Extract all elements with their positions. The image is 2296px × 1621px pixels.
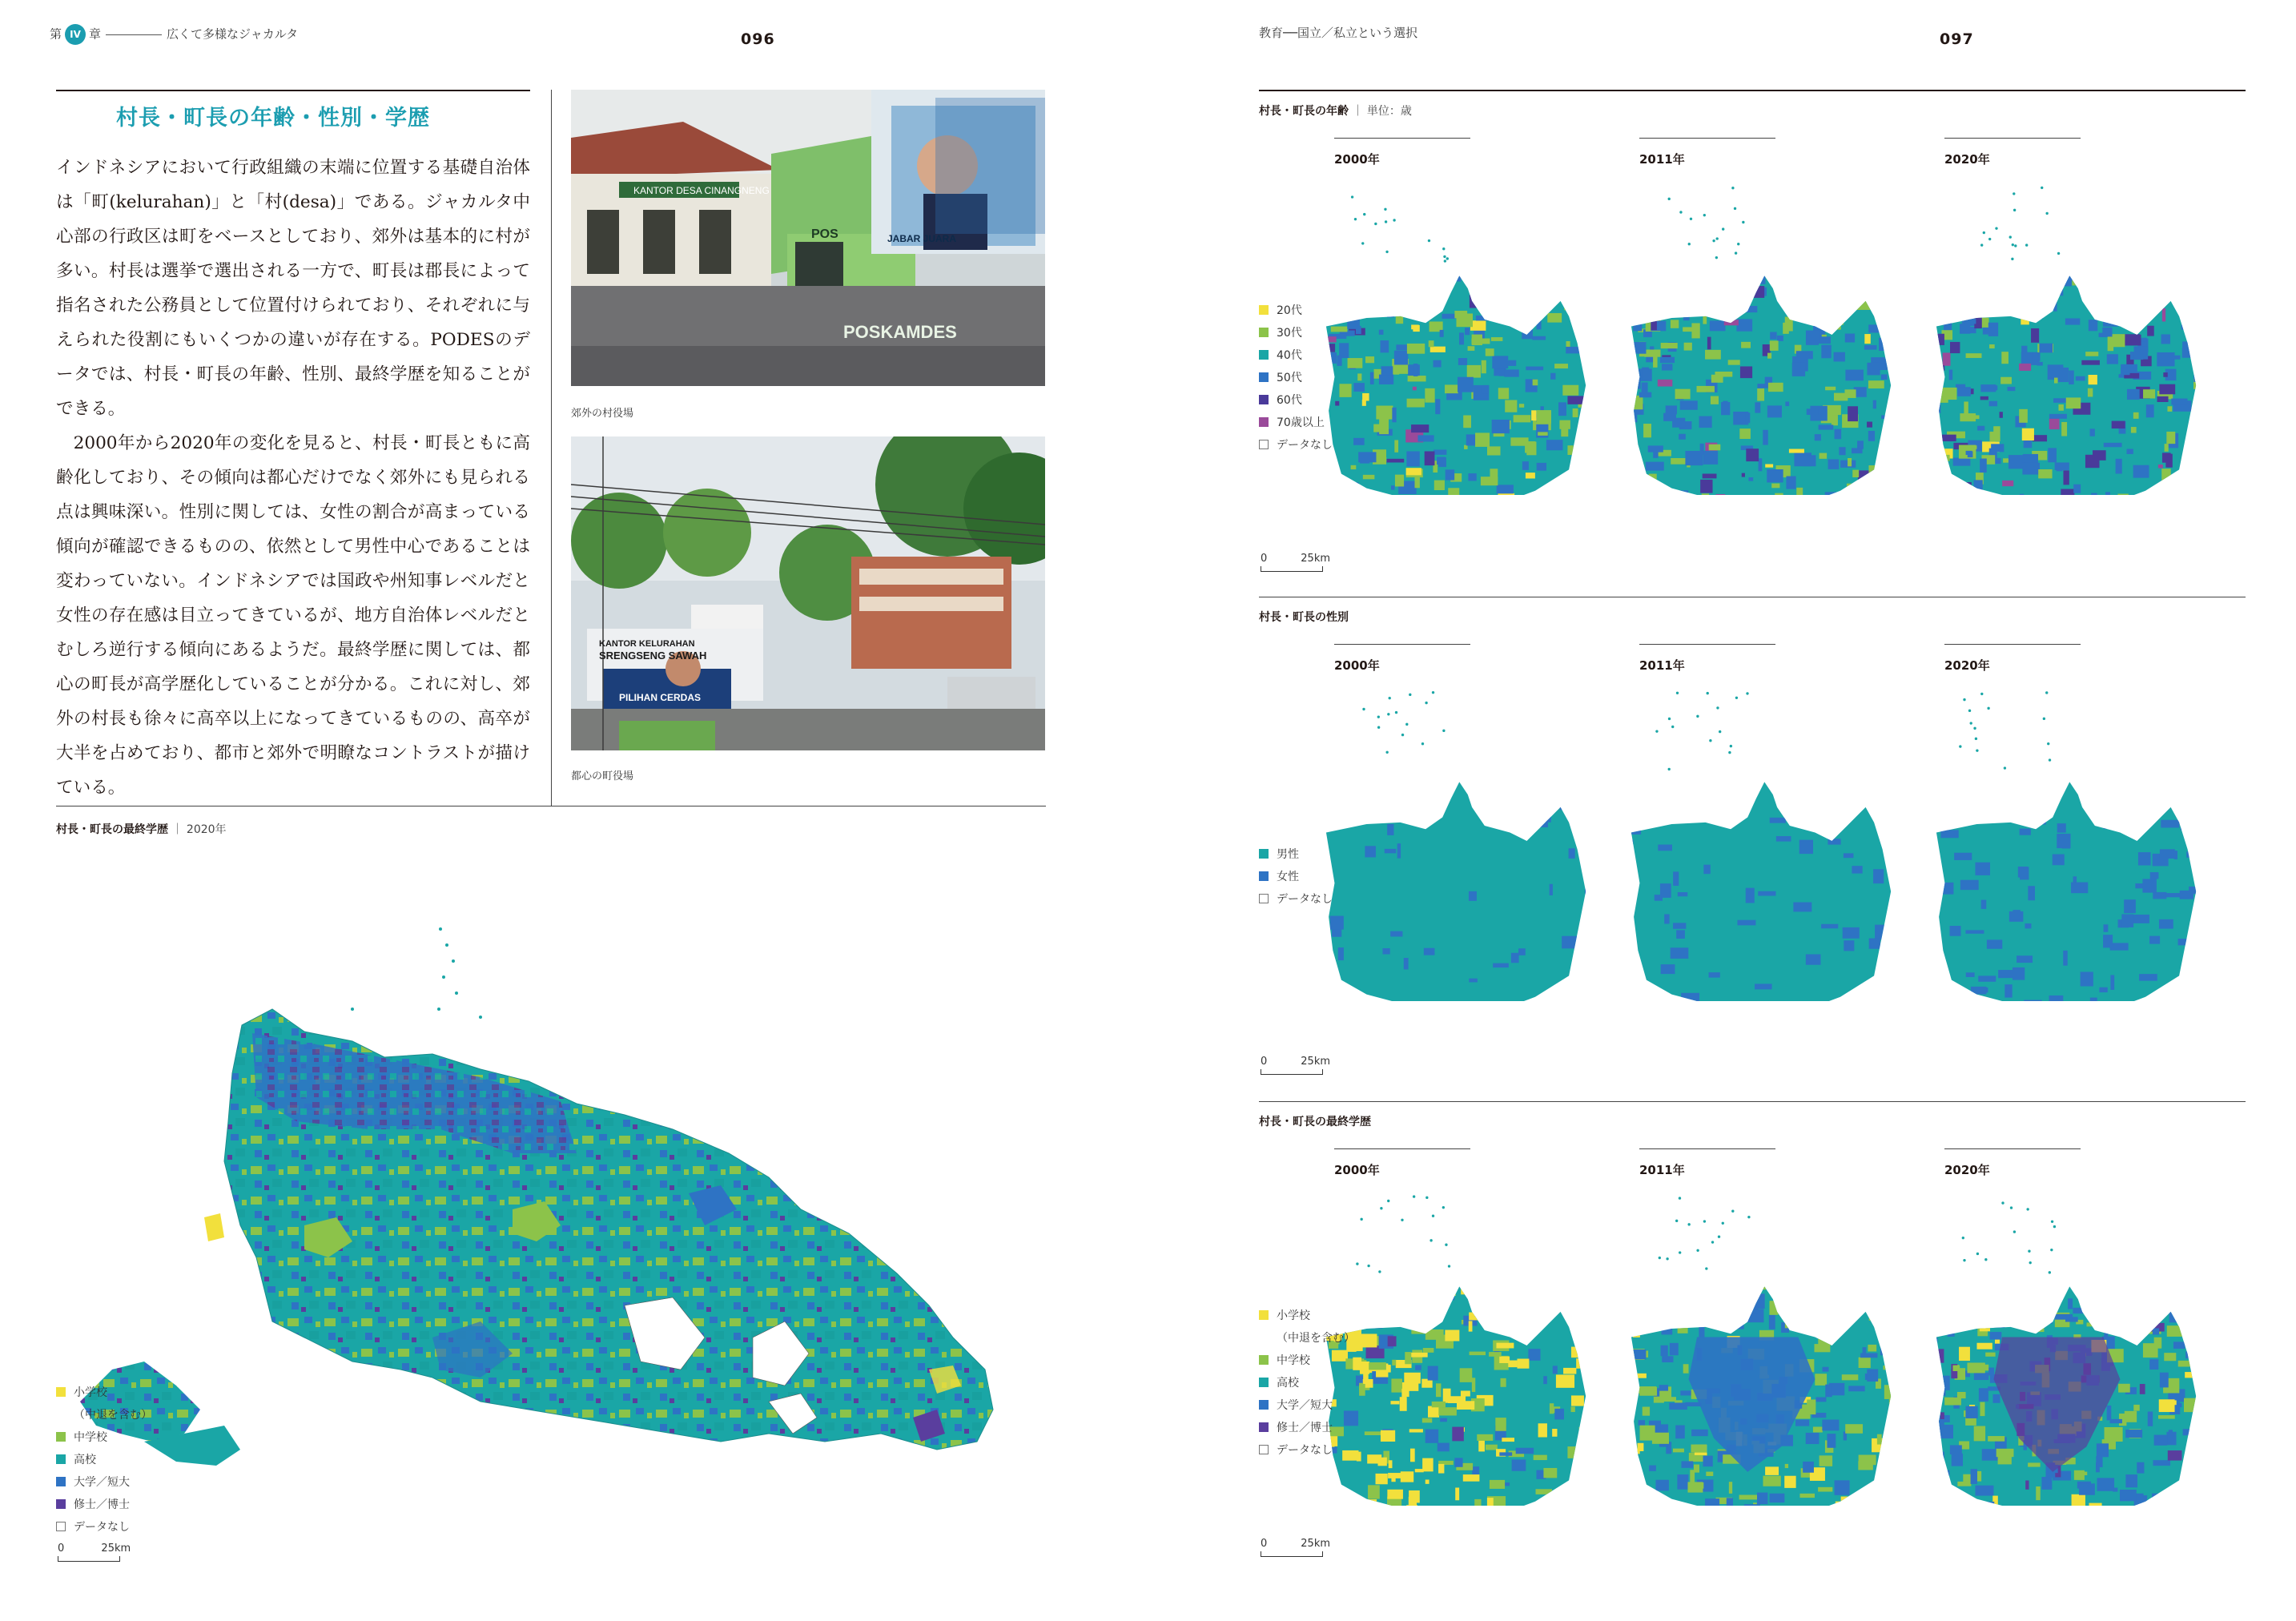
section-title: 村長・町長の年齢・性別・学歴 — [116, 106, 430, 131]
legend-swatch — [1259, 440, 1269, 449]
swatch-teal — [56, 1454, 66, 1464]
photo1-sign-4: JABAR JUARA — [887, 233, 957, 244]
legend-label: 男性 — [1277, 848, 1299, 861]
swatch-blue — [56, 1477, 66, 1486]
big-education-map — [64, 889, 1049, 1522]
title-separator: ｜ — [168, 823, 187, 836]
scale-label: 25km — [1301, 1538, 1331, 1550]
title-separator: ｜ — [1349, 105, 1367, 118]
legend-swatch — [1259, 395, 1269, 404]
legend-label: 中学校 — [1277, 1354, 1310, 1367]
swatch-green — [56, 1432, 66, 1442]
legend-label: データなし — [1277, 893, 1333, 906]
scale-zero: 0 — [1261, 1056, 1268, 1068]
left-page-number: 096 — [741, 30, 775, 48]
legend-swatch — [1259, 417, 1269, 427]
left-running-header — [50, 24, 298, 45]
legend-row-junior-high — [56, 1426, 152, 1448]
legend-row — [1259, 388, 1333, 411]
village-office-photo — [571, 90, 1045, 386]
scale-line — [58, 1556, 120, 1562]
legend-label: 修士／博士 — [74, 1498, 130, 1511]
scale-label: 25km — [101, 1543, 131, 1555]
age-map-0 — [1315, 175, 1595, 495]
photo2-sign-1: KANTOR KELURAHAN — [599, 639, 695, 649]
gender-scale-bar — [1261, 1056, 1330, 1075]
age-map-block — [1259, 95, 2246, 591]
gender-map-title — [1259, 609, 1349, 625]
chapter-suffix: 章 — [89, 26, 102, 42]
legend-row — [1259, 1371, 1355, 1394]
legend-row — [1259, 1394, 1355, 1416]
swatch-purple — [56, 1499, 66, 1509]
legend-swatch — [1259, 849, 1269, 859]
year-rule — [1334, 138, 1470, 139]
article-body — [56, 151, 530, 805]
scale-zero: 0 — [58, 1543, 65, 1555]
legend-row — [1259, 865, 1333, 887]
section-top-rule — [56, 90, 530, 91]
legend-label: 中学校 — [74, 1431, 107, 1444]
legend-swatch — [1259, 1310, 1269, 1320]
legend-row — [1259, 299, 1333, 321]
education-scale-bar — [1261, 1538, 1330, 1557]
big-map-scale-bar — [58, 1543, 131, 1562]
legend-row-elementary — [56, 1381, 152, 1403]
year-label-0: 2000年 — [1334, 658, 1380, 673]
legend-label: 小学校 — [1277, 1309, 1310, 1322]
education-map-0 — [1315, 1185, 1595, 1506]
scale-line — [1261, 1551, 1323, 1557]
legend-row-sub — [1259, 1326, 1355, 1349]
big-map-legend — [56, 1381, 152, 1538]
big-map-unit: 2020年 — [186, 823, 227, 836]
legend-swatch — [1259, 1422, 1269, 1432]
education-map-1 — [1620, 1185, 1900, 1506]
age-scale-bar — [1261, 553, 1330, 572]
legend-label: 修士／博士 — [1277, 1422, 1333, 1434]
year-rule — [1639, 138, 1775, 139]
legend-row-university — [56, 1470, 152, 1493]
swatch-empty — [56, 1522, 66, 1531]
year-rule — [1334, 1148, 1470, 1149]
chapter-title: 広くて多様なジャカルタ — [167, 26, 299, 42]
legend-label: データなし — [1277, 1444, 1333, 1457]
legend-sublabel: （中退を含む） — [1277, 1332, 1355, 1345]
legend-label: データなし — [1277, 439, 1333, 452]
legend-row — [1259, 344, 1333, 366]
photo2-sign-3: PILIHAN CERDAS — [619, 692, 702, 703]
gender-block-bottom-rule — [1259, 1101, 2246, 1102]
year-rule — [1944, 138, 2081, 139]
paragraph-1: インドネシアにおいて行政組織の末端に位置する基礎自治体は「町(kelurahan)」と「村(desa)」である。ジャカルタ中心部の行政区は町をベースとしており、郊外は基本的に村が多い。村長は選挙で選出される一方で、町長は郡長によって指名された公務員として位置付けられており、それぞれに与えられた役割にもいくつかの違いが存在する。PODESのデータでは、村長・町長の年齢、性別、最終学歴を知ることができる。 — [56, 158, 530, 419]
legend-swatch — [1259, 1378, 1269, 1387]
chapter-prefix: 第 — [50, 26, 62, 42]
legend-swatch — [1259, 328, 1269, 337]
age-map-unit: 単位：歳 — [1366, 105, 1412, 118]
legend-label: 大学／短大 — [1277, 1399, 1333, 1412]
legend-swatch — [1259, 871, 1269, 881]
legend-swatch — [1259, 305, 1269, 315]
education-legend — [1259, 1304, 1355, 1461]
education-map-title — [1259, 1113, 1371, 1129]
legend-row — [1259, 887, 1333, 910]
legend-label: 高校 — [1277, 1377, 1299, 1390]
big-map-title — [56, 821, 227, 837]
right-page-number: 097 — [1940, 30, 1974, 48]
legend-label: 小学校 — [74, 1386, 107, 1399]
legend-label: 70歳以上 — [1277, 416, 1325, 429]
legend-label: 高校 — [74, 1454, 96, 1466]
legend-row-sub — [56, 1403, 152, 1426]
scale-zero: 0 — [1261, 1538, 1268, 1550]
paragraph-2: 2000年から2020年の変化を見ると、村長・町長ともに高齢化しており、その傾向は都心だけでなく郊外にも見られる点は興味深い。性別に関しては、女性の割合が高まっている傾向が確認できるものの、依然として男性中心であることは変わっていない。インドネシアでは国政や州知事レベルだと女性の存在感は目立ってきているが、地方自治体レベルだとむしろ逆行する傾向にあるようだ。最終学歴に関しては、都心の町長が高学歴化していることが分かる。これに対し、郊外の村長も徐々に高卒以上になってきているものの、高卒が大半を占めており、都市と郊外で明瞭なコントラストが描けている。 — [56, 433, 530, 798]
year-rule — [1334, 644, 1470, 645]
year-label-1: 2011年 — [1639, 152, 1685, 167]
scale-label: 25km — [1301, 1056, 1331, 1068]
education-map-title-text: 村長・町長の最終学歴 — [1259, 1116, 1371, 1128]
age-map-title-text: 村長・町長の年齢 — [1259, 105, 1349, 118]
legend-row-high-school — [56, 1448, 152, 1470]
year-label-1: 2011年 — [1639, 658, 1685, 673]
year-rule — [1944, 644, 2081, 645]
legend-row — [1259, 1438, 1355, 1461]
year-rule — [1639, 1148, 1775, 1149]
age-map-2 — [1925, 175, 2206, 495]
legend-label: データなし — [74, 1521, 130, 1534]
town-office-photo — [571, 436, 1045, 750]
gender-map-1 — [1620, 681, 1900, 1001]
year-label-2: 2020年 — [1944, 1163, 1990, 1177]
legend-row — [1259, 1304, 1355, 1326]
year-rule — [1944, 1148, 2081, 1149]
legend-label: 40代 — [1277, 349, 1302, 362]
gender-map-2 — [1925, 681, 2206, 1001]
gender-map-0 — [1315, 681, 1595, 1001]
legend-label: 女性 — [1277, 871, 1299, 883]
legend-row — [1259, 411, 1333, 433]
year-label-1: 2011年 — [1639, 1163, 1685, 1177]
legend-row — [1259, 321, 1333, 344]
legend-swatch — [1259, 350, 1269, 360]
legend-label: 30代 — [1277, 327, 1302, 340]
year-label-2: 2020年 — [1944, 152, 1990, 167]
swatch-yellow — [56, 1387, 66, 1397]
legend-label: 大学／短大 — [74, 1476, 130, 1489]
gender-map-title-text: 村長・町長の性別 — [1259, 611, 1349, 624]
legend-sublabel: （中退を含む） — [74, 1409, 152, 1422]
column-divider — [551, 90, 552, 806]
year-rule — [1639, 644, 1775, 645]
scale-label: 25km — [1301, 553, 1331, 565]
age-map-1 — [1620, 175, 1900, 495]
gender-legend — [1259, 843, 1333, 910]
legend-row-graduate — [56, 1493, 152, 1515]
year-label-0: 2000年 — [1334, 152, 1380, 167]
scale-zero: 0 — [1261, 553, 1268, 565]
photo1-caption: 郊外の村役場 — [571, 408, 634, 420]
header-dash — [106, 34, 162, 35]
gender-map-block — [1259, 601, 2246, 1097]
photo1-sign-1: KANTOR DESA CINANGNENG — [633, 185, 770, 196]
legend-row — [1259, 1349, 1355, 1371]
legend-row — [1259, 1416, 1355, 1438]
year-label-0: 2000年 — [1334, 1163, 1380, 1177]
legend-swatch — [1259, 894, 1269, 903]
education-map-2 — [1925, 1185, 2206, 1506]
year-label-2: 2020年 — [1944, 658, 1990, 673]
legend-row — [1259, 843, 1333, 865]
age-legend — [1259, 299, 1333, 456]
education-map-block — [1259, 1105, 2246, 1602]
scale-line — [1261, 1069, 1323, 1075]
legend-swatch — [1259, 372, 1269, 382]
chapter-badge: IV — [65, 24, 86, 45]
legend-label: 20代 — [1277, 304, 1302, 317]
legend-row — [1259, 433, 1333, 456]
legend-row — [1259, 366, 1333, 388]
scale-line — [1261, 566, 1323, 572]
legend-label: 60代 — [1277, 394, 1302, 407]
photo1-sign-2: POS — [811, 227, 838, 241]
photo1-sign-3: POSKAMDES — [843, 322, 957, 342]
legend-swatch — [1259, 1400, 1269, 1410]
legend-swatch — [1259, 1355, 1269, 1365]
age-map-title — [1259, 103, 1412, 119]
big-map-title-text: 村長・町長の最終学歴 — [56, 823, 168, 836]
right-running-header: 教育──国立／私立という選択 — [1259, 26, 1418, 40]
right-top-rule — [1259, 90, 2246, 91]
photo2-sign-2: SRENGSENG SAWAH — [599, 650, 707, 662]
legend-swatch — [1259, 1445, 1269, 1454]
legend-row-no-data — [56, 1515, 152, 1538]
legend-label: 50代 — [1277, 372, 1302, 384]
photo2-caption: 都心の町役場 — [571, 770, 634, 782]
